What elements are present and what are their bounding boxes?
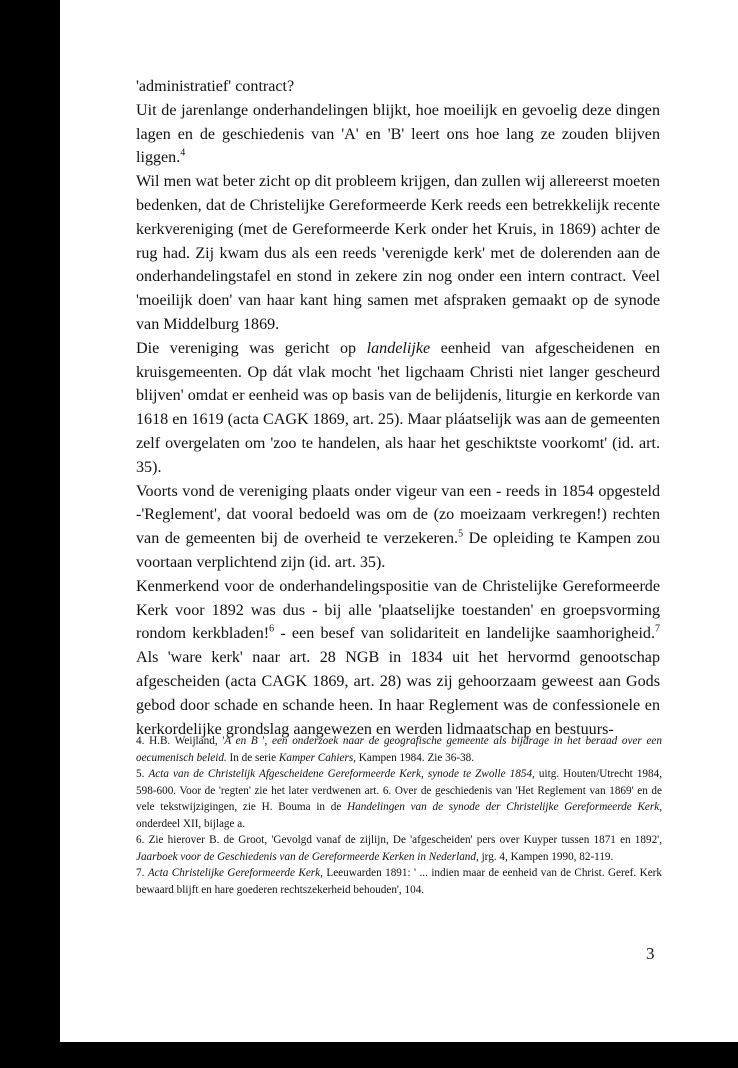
footnotes bbox=[136, 733, 662, 898]
footnote-6: 6. Zie hierover B. de Groot, 'Gevolgd vanaf de zijlijn, De 'afgescheiden' pers over Kuyper tussen 1871 en 1892', Jaarboek voor de Geschiedenis van de Gereformeerde Kerken in Nederland, jrg. 4, Kampen 1990, 82-119. bbox=[136, 834, 662, 863]
paragraph: Kenmerkend voor de onderhandelingspositie van de Christelijke Gereformeerde Kerk voor 1892 was dus - bij alle 'plaatselijke toestanden' en groepsvorming rondom kerkbladen!$^6$ - een besef van solidariteit en landelijke saamhorigheid.$^7$ Als 'ware kerk' naar art. 28 NGB in 1834 uit het hervormd genootschap afgescheiden (acta CAGK 1869, art. 28) was zij gehoorzaam geweest aan Gods gebod door schade en schande heen. In haar Reglement was de confessionele en kerkordelijke grondslag aangewezen en werden lidmaatschap en bestuurs- bbox=[136, 577, 660, 738]
footnote-7: 7. Acta Christelijke Gereformeerde Kerk, Leeuwarden 1891: ' ... indien maar de eenheid van de Christ. Geref. Kerk bewaard blijft en hare goederen rechtszekerheid behouden', 104. bbox=[136, 867, 663, 896]
page-number: 3 bbox=[646, 944, 655, 963]
scan-border-left bbox=[0, 0, 60, 1068]
scan-border-bottom bbox=[60, 1042, 738, 1068]
paragraph: Uit de jarenlange onderhandelingen blijkt, hoe moeilijk en gevoelig deze dingen lagen en de geschiedenis van 'A' en 'B' leert ons hoe lang ze zouden blijven liggen.$^4$ bbox=[136, 101, 660, 167]
footnote-ref[interactable]: 7 bbox=[655, 623, 660, 635]
footnote-5: 5. Acta van de Christelijk Afgescheidene Gereformeerde Kerk, synode te Zwolle 1854, uitg. Houten/Utrecht 1984, 598-600. Voor de 'regten' zie het later verdwenen art. 6. Over de geschiedenis van 'Het Reglement van 1869' en de vele tekstwijzigingen, zie H. Bouma in de Handelingen van de synode der Christelijke Gereformeerde Kerk, onderdeel XII, bijlage a. bbox=[136, 768, 663, 830]
footnote-ref[interactable]: 6 bbox=[269, 623, 275, 635]
footnote-4: 4. H.B. Weijland, 'A en B ', een onderzoek naar de geografische gemeente als bijdrage in het beraad over een oecumenisch beleid. In de serie Kamper Cahiers, Kampen 1984. Zie 36-38. bbox=[136, 735, 662, 764]
paragraph: 'administratief' contract? bbox=[136, 78, 295, 95]
body-text bbox=[136, 75, 660, 741]
footnote-ref[interactable]: 5 bbox=[458, 528, 464, 540]
paragraph: Die vereniging was gericht op landelijke eenheid van afgescheidenen en kruisgemeenten. Op dát vlak mocht 'het ligchaam Christi niet langer gescheurd blijven' omdat er eenheid was op basis van de belijdenis, liturgie en kerkorde van 1618 en 1619 (acta CAGK 1869, art. 25). Maar pláatselijk was aan de gemeenten zelf overgelaten om 'zoo te handelen, als haar het geschiktste voorkomt' (id. art. 35). bbox=[136, 339, 661, 476]
paragraph: Wil men wat beter zicht op dit probleem krijgen, dan zullen wij allereerst moeten bedenken, dat de Christelijke Gereformeerde Kerk reeds een betrekkelijk recente kerkvereniging (met de Gereformeerde Kerk onder het Kruis, in 1869) achter de rug had. Zij kwam dus als een reeds 'verenigde kerk' met de dolerenden aan de onderhandelingstafel en stond in zekere zin nog onder een intern contract. Veel 'moeilijk doen' van haar kant hing samen met afspraken gemaakt op de synode van Middelburg 1869. bbox=[136, 173, 660, 333]
footnote-ref[interactable]: 4 bbox=[180, 148, 186, 160]
paragraph: Voorts vond de vereniging plaats onder vigeur van een - reeds in 1854 opgesteld -'Reglement', dat vooral bedoeld was om de (zo moeizaam verkregen!) rechten van de gemeenten bij de overheid te verzekeren.$^5$ De opleiding te Kampen zou voortaan verplichtend zijn (id. art. 35). bbox=[136, 482, 661, 571]
